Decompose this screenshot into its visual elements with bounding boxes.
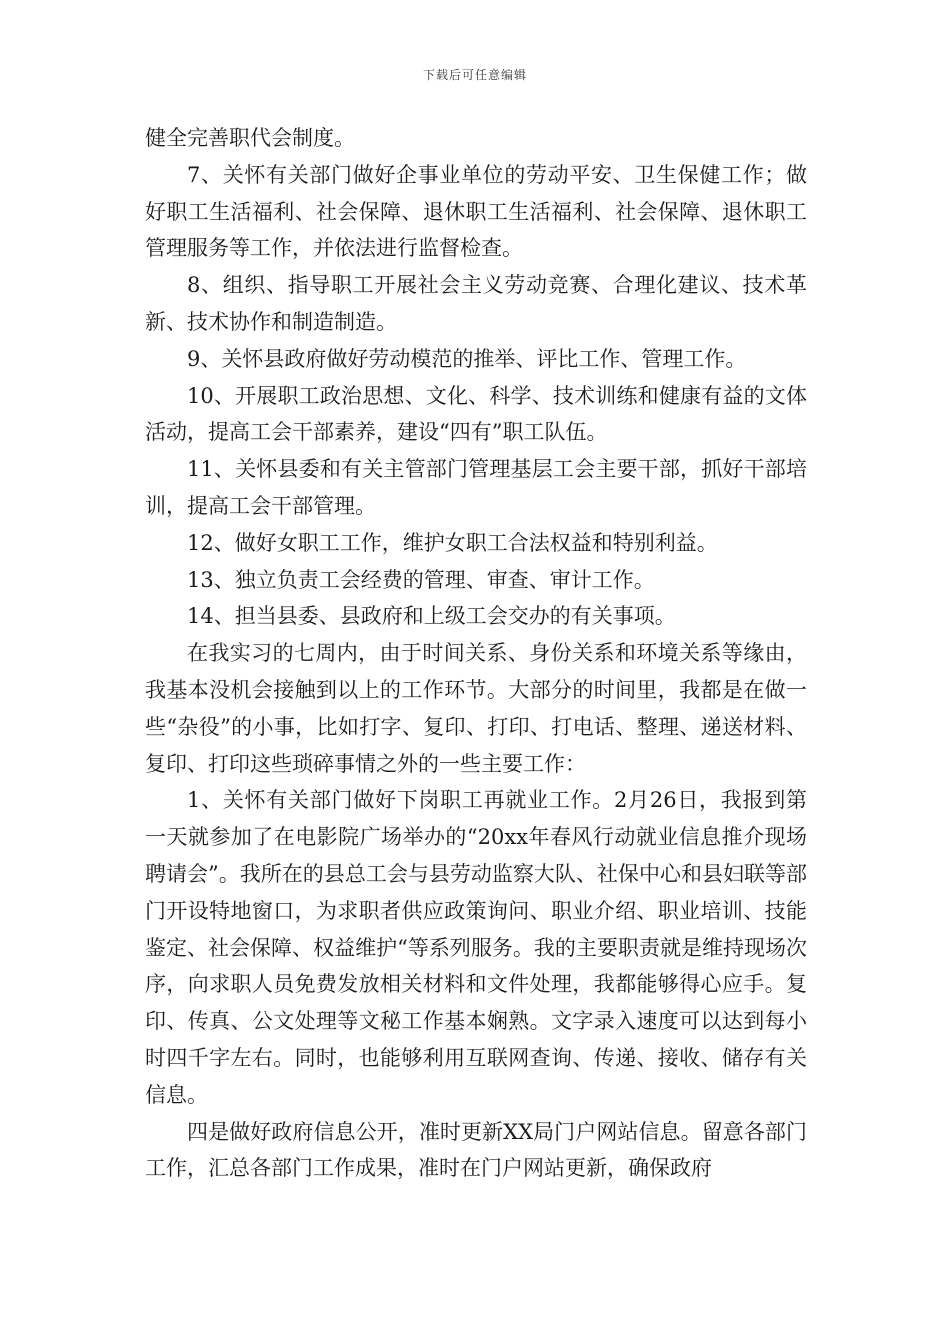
paragraph: 四是做好政府信息公开，准时更新XX局门户网站信息。留意各部门工作，汇总各部门工作成果，准时在门户网站更新，确保政府 xyxy=(145,1119,807,1181)
paragraph: 14、担当县委、县政府和上级工会交办的有关事项。 xyxy=(187,604,676,629)
paragraph: 12、做好女职工工作，维护女职工合法权益和特别利益。 xyxy=(187,530,718,555)
paragraph: 9、关怀县政府做好劳动模范的推举、评比工作、管理工作。 xyxy=(187,346,747,371)
paragraph: 8、组织、指导职工开展社会主义劳动竞赛、合理化建议、技术革新、技术协作和制造制造。 xyxy=(145,273,807,334)
page-header: 下载后可任意编辑 xyxy=(422,68,527,82)
paragraph: 10、开展职工政治思想、文化、科学、技术训练和健康有益的文体活动，提高工会干部素养，建设“四有”职工队伍。 xyxy=(145,383,807,445)
paragraph: 7、关怀有关部门做好企事业单位的劳动平安、卫生保健工作；做好职工生活福利、社会保障、退休职工生活福利、社会保障、退休职工管理服务等工作，并依法进行监督检查。 xyxy=(145,162,807,261)
paragraph: 在我实习的七周内，由于时间关系、身份关系和环境关系等缘由，我基本没机会接触到以上的工作环节。大部分的时间里，我都是在做一些“杂役”的小事，比如打字、复印、打印、打电话、整理、递送材料、复印、打印这些琐碎事情之外的一些主要工作： xyxy=(145,641,807,776)
paragraph: 健全完善职代会制度。 xyxy=(145,126,355,150)
paragraph: 1、关怀有关部门做好下岗职工再就业工作。2月26日，我报到第一天就参加了在电影院广场举办的“20xx年春风行动就业信息推介现场聘请会”。我所在的县总工会与县劳动监察大队、社保中心和县妇联等部门开设特地窗口，为求职者供应政策询问、职业介绍、职业培训、技能鉴定、社会保障、权益维护“等系列服务。我的主要职责就是维持现场次序，向求职人员免费发放相关材料和文件处理，我都能够得心应手。复印、传真、公文处理等文秘工作基本娴熟。文字录入速度可以达到每小时四千字左右。同时，也能够利用互联网查询、传递、接收、储存有关信息。 xyxy=(145,788,807,1107)
paragraph: 13、独立负责工会经费的管理、审查、审计工作。 xyxy=(187,567,655,592)
paragraph: 11、关怀县委和有关主管部门管理基层工会主要干部，抓好干部培训，提高工会干部管理。 xyxy=(145,457,807,518)
document-body xyxy=(145,120,807,1187)
